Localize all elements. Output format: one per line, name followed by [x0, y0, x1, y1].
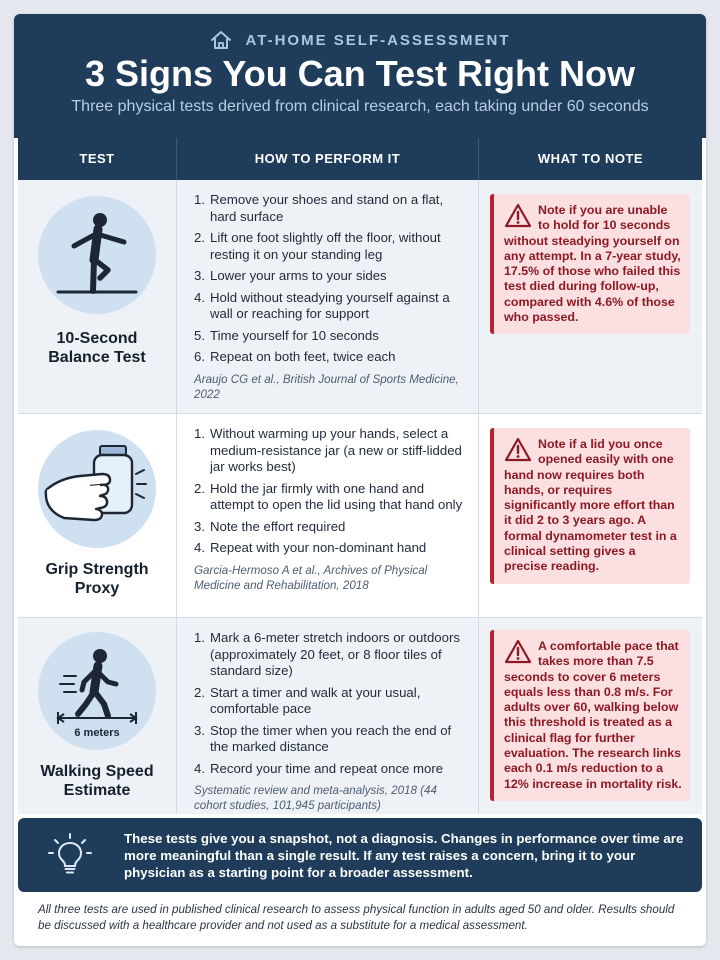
- how-cell: [176, 618, 478, 814]
- column-header-note: WHAT TO NOTE: [478, 138, 702, 180]
- summary-banner: [18, 818, 702, 892]
- list-item: 1. Remove your shoes and stand on a flat, hard surface: [194, 192, 444, 224]
- steps-list: [194, 426, 470, 557]
- note-cell: [478, 414, 702, 617]
- citation: Araujo CG et al., British Journal of Sports Medicine, 2022: [194, 372, 459, 401]
- lightbulb-icon: [46, 831, 94, 879]
- distance-label: 6 meters: [74, 727, 120, 739]
- list-item: 4. Record your time and repeat once more: [194, 760, 444, 776]
- infographic-card: [14, 14, 706, 946]
- test-cell: [18, 180, 176, 413]
- steps-list: [194, 192, 470, 366]
- eyebrow: [14, 30, 706, 50]
- column-header-test: TEST: [79, 151, 115, 166]
- warning-note: [490, 194, 690, 334]
- footnote: All three tests are used in published clinical research to assess physical function in adults aged 50 and older. Results should be discussed with a healthcare provider and not used as a substitute for a medical assessment.: [38, 903, 675, 932]
- column-header-how: HOW TO PERFORM IT: [176, 138, 478, 180]
- list-item: 3. Stop the timer when you reach the end of the marked distance: [194, 722, 452, 754]
- how-cell: [176, 180, 478, 413]
- test-cell: [18, 414, 176, 617]
- warning-note: [490, 630, 690, 801]
- list-item: 2. Start a timer and walk at your usual, comfortable pace: [194, 684, 421, 716]
- note-text: Note if a lid you once opened easily with one hand now requires both hands, or requires significantly more effort than it did 2 to 3 years ago. A formal dynamometer test in a clinical setting gives a precise reading.: [504, 437, 677, 574]
- test-cell: [18, 618, 176, 814]
- list-item: 1. Without warming up your hands, select a medium-resistance jar (a new or stiff-lidded jar works best): [194, 426, 462, 474]
- test-name: Walking Speed Estimate: [40, 763, 154, 799]
- steps-list: [194, 630, 470, 777]
- table-row-walking: [18, 618, 702, 814]
- citation: Systematic review and meta-analysis, 2018 (44 cohort studies, 101,945 participants): [194, 784, 437, 812]
- warning-note: [490, 428, 690, 584]
- list-item: 3. Note the effort required: [194, 518, 346, 534]
- warning-icon: [504, 437, 532, 462]
- warning-icon: [504, 639, 532, 664]
- test-name: Grip Strength Proxy: [45, 561, 149, 597]
- walking-person-icon: [38, 632, 156, 750]
- list-item: 2. Lift one foot slightly off the floor, without resting it on your standing leg: [194, 230, 441, 262]
- note-text: A comfortable pace that takes more than 7.5 seconds to cover 6 meters equals less than 0.8 m/s. For adults over 60, walking below this threshold is treated as a clinical flag for further evaluation. The research links each 0.1 m/s reduction to a 12% increase in mortality risk.: [504, 639, 682, 791]
- how-cell: [176, 414, 478, 617]
- summary-text: These tests give you a snapshot, not a diagnosis. Changes in performance over time are more meaningful than a single result. If any test raises a concern, bring it to your physician as a starting point for a broader assessment.: [124, 831, 684, 880]
- list-item: 5. Time yourself for 10 seconds: [194, 327, 379, 343]
- list-item: 6. Repeat on both feet, twice each: [194, 349, 396, 364]
- home-icon: [210, 30, 232, 50]
- header: [14, 14, 706, 138]
- list-item: 4. Repeat with your non-dominant hand: [194, 540, 427, 555]
- table-row-balance: [18, 180, 702, 414]
- tests-table: [18, 138, 702, 814]
- note-text: Note if you are unable to hold for 10 seconds without steadying yourself on any attempt. In a 7-year study, 17.5% of those who failed this test died during follow-up, compared with 4.6% of those who passed.: [504, 203, 681, 325]
- table-header: [18, 138, 702, 180]
- test-name: 10-Second Balance Test: [48, 330, 146, 366]
- table-row-grip: [18, 414, 702, 618]
- page-title: 3 Signs You Can Test Right Now: [84, 53, 636, 94]
- warning-icon: [504, 203, 532, 228]
- note-cell: [478, 618, 702, 814]
- citation: Garcia-Hermoso A et al., Archives of Physical Medicine and Rehabilitation, 2018: [194, 563, 428, 592]
- page-subtitle: Three physical tests derived from clinical research, each taking under 60 seconds: [71, 98, 649, 115]
- list-item: 1. Mark a 6-meter stretch indoors or outdoors (approximately 20 feet, or 8 floor tiles of standard size): [194, 630, 460, 678]
- eyebrow-text: AT-HOME SELF-ASSESSMENT: [245, 31, 511, 49]
- list-item: 4. Hold without steadying yourself against a wall or reaching for support: [194, 289, 450, 321]
- list-item: 3. Lower your arms to your sides: [194, 268, 387, 283]
- note-cell: [478, 180, 702, 413]
- list-item: 2. Hold the jar firmly with one hand and attempt to open the lid using that hand only: [194, 480, 463, 512]
- hand-jar-icon: [38, 430, 156, 548]
- balance-person-icon: [38, 196, 156, 314]
